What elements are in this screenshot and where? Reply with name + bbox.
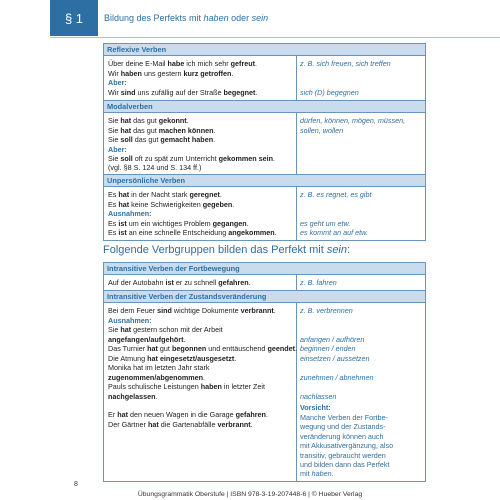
caution-text: und bilden dann das Perfekt	[300, 460, 390, 469]
column-divider	[296, 56, 297, 100]
caution-text: veränderung können auch	[300, 432, 384, 441]
example-line: Sie soll das gut gemacht haben.	[108, 135, 216, 144]
example-line: Das Turnier hat gut begonnen und enttäuschend geendet.	[108, 344, 297, 353]
ausnahmen-label: Ausnahmen:	[108, 209, 152, 218]
verb-note: beginnen / enden	[300, 344, 356, 353]
example-line: Monika hat im letzten Jahr stark	[108, 363, 210, 372]
example-line: Sie hat das gut gekonnt.	[108, 116, 189, 125]
column-divider	[296, 275, 297, 290]
verb-note: z. B. es regnet, es gibt	[300, 190, 372, 199]
aber-label: Aber:	[108, 145, 127, 154]
verb-table-sein	[103, 262, 426, 482]
verb-note: einsetzen / aussetzen	[300, 354, 370, 363]
verb-note: dürfen, können, mögen, müssen,	[300, 116, 406, 125]
example-line: Sie hat gestern schon mit der Arbeit	[108, 325, 223, 334]
table-row-change	[104, 303, 425, 481]
verb-table-haben	[103, 43, 426, 241]
verb-note: z. B. sich freuen, sich treffen	[300, 59, 391, 68]
example-line: Über deine E-Mail habe ich mich sehr gefreut.	[108, 59, 258, 68]
verb-note: anfangen / aufhören	[300, 335, 365, 344]
table-header-change: Intransitive Verben der Zustandsveränderung	[104, 291, 425, 303]
section-number: § 1	[64, 10, 84, 26]
table-header-modal: Modalverben	[104, 101, 425, 113]
example-line: Bei dem Feuer sind wichtige Dokumente verbrannt.	[108, 306, 276, 315]
cross-reference: (vgl. §8 S. 124 und S. 134 ff.)	[108, 163, 202, 172]
example-line: Es hat in der Nacht stark geregnet.	[108, 190, 222, 199]
caution-text: transitiv, gebraucht werden	[300, 451, 386, 460]
caution-text: mit Akkusativergänzung, also	[300, 441, 394, 450]
verb-note: zunehmen / abnehmen	[300, 373, 374, 382]
verb-note: es geht um etw.	[300, 219, 351, 228]
column-divider	[296, 113, 297, 174]
example-line: Es ist an eine schnelle Entscheidung angekommen.	[108, 228, 277, 237]
table-header-motion: Intransitive Verben der Fortbewegung	[104, 263, 425, 275]
example-line: Wir sind uns zufällig auf der Straße begegnet.	[108, 88, 258, 97]
example-line: Wir haben uns gestern kurz getroffen.	[108, 69, 234, 78]
vorsicht-label: Vorsicht:	[300, 403, 331, 412]
table-row-impersonal	[104, 187, 425, 240]
header-rule	[50, 37, 500, 38]
verb-note: sich (D) begegnen	[300, 88, 359, 97]
column-divider	[296, 303, 297, 481]
page-footer: Übungsgrammatik Oberstufe | ISBN 978-3-19-207448-6 | © Hueber Verlag	[137, 491, 363, 498]
table-row-motion	[104, 275, 425, 291]
caution-text: wegung und der Zustands-	[300, 422, 386, 431]
example-line: Er hat den neuen Wagen in die Garage gefahren.	[108, 410, 268, 419]
example-line: angefangen/aufgehört.	[108, 335, 186, 344]
verb-note: es kommt an auf etw.	[300, 228, 368, 237]
column-divider	[296, 187, 297, 240]
section-number-box	[50, 0, 98, 36]
table-header-impersonal: Unpersönliche Verben	[104, 175, 425, 187]
verb-note: sollen, wollen	[300, 126, 344, 135]
caution-text: Manche Verben der Fortbe-	[300, 413, 388, 422]
example-line: zugenommen/abgenommen.	[108, 373, 206, 382]
caution-text: mit haben.	[300, 469, 334, 478]
example-line: nachgelassen.	[108, 392, 158, 401]
verb-note: z. B. verbrennen	[300, 306, 353, 315]
verb-note: z. B. fahren	[300, 278, 337, 287]
example-line: Die Atmung hat eingesetzt/ausgesetzt.	[108, 354, 237, 363]
ausnahmen-label: Ausnahmen:	[108, 316, 152, 325]
example-line: Pauls schulische Leistungen haben in letzter Zeit	[108, 382, 266, 391]
example-line: Es hat keine Schwierigkeiten gegeben.	[108, 200, 235, 209]
aber-label: Aber:	[108, 78, 127, 87]
example-line: Sie hat das gut machen können.	[108, 126, 216, 135]
verb-note: nachlassen	[300, 392, 337, 401]
example-line: Sie soll oft zu spät zum Unterricht gekommen sein.	[108, 154, 275, 163]
example-line: Es ist um ein wichtiges Problem gegangen.	[108, 219, 249, 228]
section-heading-sein: Folgende Verbgruppen bilden das Perfekt mit sein:	[103, 244, 351, 256]
section-title: Bildung des Perfekts mit haben oder sein	[104, 13, 269, 23]
page-number: 8	[74, 481, 78, 488]
example-line: Der Gärtner hat die Gartenabfälle verbrannt.	[108, 420, 253, 429]
example-line: Auf der Autobahn ist er zu schnell gefahren.	[108, 278, 251, 287]
table-row-reflexive	[104, 56, 425, 101]
table-row-modal	[104, 113, 425, 175]
table-header-reflexive: Reflexive Verben	[104, 44, 425, 56]
